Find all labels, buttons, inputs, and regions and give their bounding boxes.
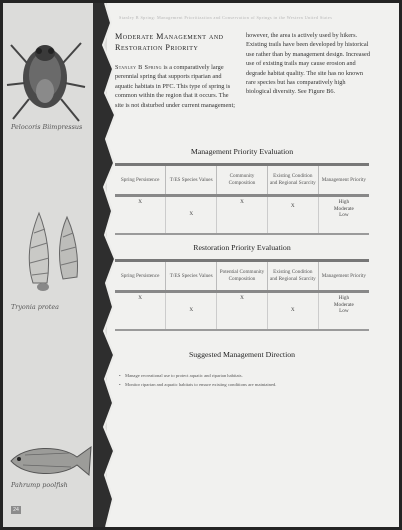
table-row: [115, 292, 369, 331]
column-header: T/ES Species Values: [166, 165, 217, 196]
species-label-top: Pelocoris Biimpressus: [11, 123, 83, 131]
poolfish-illustration: [3, 439, 99, 483]
species-label-middle: Tryonia protea: [11, 303, 59, 311]
column-header: Spring Persistence: [115, 165, 166, 196]
column-header: Spring Persistence: [115, 261, 166, 292]
priority-cell: High Moderate Low: [318, 292, 369, 331]
column-header: Potential Community Composition: [217, 261, 268, 292]
water-bug-illustration: [3, 23, 99, 133]
direction-title: Suggested Management Direction: [188, 350, 296, 359]
list-item: • Manage recreational use to protect aquatic and riparian habitats.: [119, 371, 369, 380]
table-cell: X: [115, 196, 166, 235]
body-text-left-content: is a comparatively large perennial spring that supports riparian and aquatic habitats in PFC. This type of spring is common within the region that it occurs. The site is not disturbed under current management;: [115, 64, 235, 109]
table-cell: X: [217, 292, 268, 331]
page-number: 24: [11, 506, 21, 514]
restoration-table-title: Restoration Priority Evaluation: [193, 243, 291, 252]
column-header: T/ES Species Values: [166, 261, 217, 292]
management-priority-table: [115, 163, 369, 235]
snail-shells-illustration: [3, 203, 99, 303]
table-cell: X: [166, 292, 217, 331]
column-header: Existing Condition and Regional Scarcity: [267, 165, 318, 196]
table-header-row: [115, 165, 369, 196]
body-text-right: however, the area is actively used by hikers. Existing trails have been developed by historical use rather than by management design. Increased use of existing trails may cause erosion and degrade habitat quality. The site has no known rare species but has comparatively high biological diversity. See Figure B6.: [246, 32, 370, 96]
table-cell: X: [217, 196, 268, 235]
section-title: Moderate Management and Restoration Priority: [115, 32, 224, 52]
running-head: Stanley B Spring: Management Prioritization and Conservation of Springs in the Western United States: [119, 15, 333, 20]
table-cell: X: [115, 292, 166, 331]
table-cell: X: [267, 292, 318, 331]
table-cell: X: [267, 196, 318, 235]
body-text-left: [115, 63, 237, 110]
table-header-row: [115, 261, 369, 292]
document-page: [3, 3, 399, 527]
management-table-title: Management Priority Evaluation: [190, 147, 294, 156]
priority-cell: High Moderate Low: [318, 196, 369, 235]
table-row: [115, 196, 369, 235]
column-header: Management Priority: [318, 261, 369, 292]
column-header: Management Priority: [318, 165, 369, 196]
table-cell: X: [166, 196, 217, 235]
species-label-bottom: Pahrump poolfish: [11, 481, 68, 489]
restoration-priority-table: [115, 259, 369, 331]
column-header: Existing Condition and Regional Scarcity: [267, 261, 318, 292]
list-item: • Monitor riparian and aquatic habitats to ensure existing conditions are maintained.: [119, 380, 369, 389]
direction-list: [119, 371, 369, 389]
spring-name: Stanley B Spring: [115, 64, 162, 71]
column-header: Community Composition: [217, 165, 268, 196]
